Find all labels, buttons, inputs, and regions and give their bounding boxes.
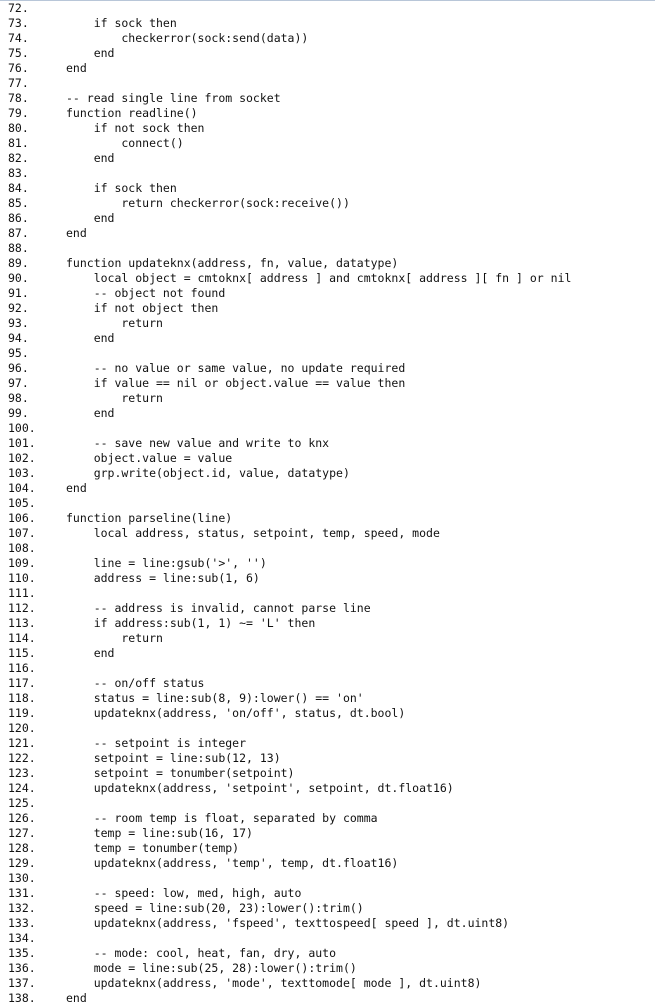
line-number: 86. [8,211,29,225]
code-text: grp.write(object.id, value, datatype) [66,466,350,480]
line-number: 88. [8,241,29,255]
code-text: status = line:sub(8, 9):lower() == 'on' [66,691,364,705]
line-number: 127. [8,826,36,840]
code-text: -- address is invalid, cannot parse line [66,601,371,615]
line-number: 121. [8,736,36,750]
line-number: 87. [8,226,29,240]
code-text: end [66,226,87,240]
line-number: 101. [8,436,36,450]
line-number: 132. [8,901,36,915]
line-number: 94. [8,331,29,345]
code-text: -- object not found [66,286,226,300]
code-text: if not sock then [66,121,205,135]
line-number: 123. [8,766,36,780]
line-number: 81. [8,136,29,150]
line-number: 95. [8,346,29,360]
code-text: address = line:sub(1, 6) [66,571,260,585]
line-number: 130. [8,871,36,885]
line-number: 89. [8,256,29,270]
line-number: 73. [8,16,29,30]
code-text: end [66,646,115,660]
line-number: 129. [8,856,36,870]
line-number: 105. [8,496,36,510]
code-text: -- save new value and write to knx [66,436,330,450]
code-text: end [66,61,87,75]
code-text: -- no value or same value, no update required [66,361,406,375]
line-number: 117. [8,676,36,690]
line-number: 97. [8,376,29,390]
code-text: setpoint = tonumber(setpoint) [66,766,295,780]
line-number: 99. [8,406,29,420]
code-text: function updateknx(address, fn, value, datatype) [66,256,399,270]
code-text: -- on/off status [66,676,205,690]
line-number: 116. [8,661,36,675]
line-number: 96. [8,361,29,375]
code-text: function readline() [66,106,198,120]
line-number: 126. [8,811,36,825]
code-text: return [66,316,163,330]
code-text: updateknx(address, 'setpoint', setpoint, dt.float16) [66,781,454,795]
line-number: 107. [8,526,36,540]
line-number: 125. [8,796,36,810]
code-text: end [66,211,115,225]
line-number: 124. [8,781,36,795]
line-number: 135. [8,946,36,960]
code-text: object.value = value [66,451,233,465]
line-number: 76. [8,61,29,75]
line-number: 91. [8,286,29,300]
line-number: 112. [8,601,36,615]
line-number: 102. [8,451,36,465]
line-number: 109. [8,556,36,570]
line-number: 92. [8,301,29,315]
code-text: updateknx(address, 'fspeed', texttospeed[ speed ], dt.uint8) [66,916,510,930]
line-number: 110. [8,571,36,585]
line-number: 120. [8,721,36,735]
line-number: 128. [8,841,36,855]
line-number: 98. [8,391,29,405]
code-text: connect() [66,136,184,150]
code-text: -- speed: low, med, high, auto [66,886,302,900]
code-text: setpoint = line:sub(12, 13) [66,751,281,765]
code-text: local object = cmtoknx[ address ] and cmtoknx[ address ][ fn ] or nil [66,271,572,285]
code-text: if sock then [66,181,177,195]
line-number: 136. [8,961,36,975]
line-number: 115. [8,646,36,660]
code-text: local address, status, setpoint, temp, speed, mode [66,526,440,540]
code-text: checkerror(sock:send(data)) [66,31,309,45]
code-text: line = line:gsub('>', '') [66,556,267,570]
line-number: 77. [8,76,29,90]
line-number: 119. [8,706,36,720]
code-text: -- room temp is float, separated by comma [66,811,378,825]
line-number: 84. [8,181,29,195]
line-number: 137. [8,976,36,990]
code-text: -- read single line from socket [66,91,281,105]
code-text: end [66,151,115,165]
line-number: 106. [8,511,36,525]
code-text: return [66,391,163,405]
code-text: end [66,991,87,1005]
code-text: end [66,46,115,60]
line-number: 118. [8,691,36,705]
line-number: 93. [8,316,29,330]
code-text: if sock then [66,16,177,30]
code-text: -- setpoint is integer [66,736,247,750]
line-number: 83. [8,166,29,180]
code-text: return checkerror(sock:receive()) [66,196,350,210]
code-text: return [66,631,163,645]
line-number: 114. [8,631,36,645]
code-text: end [66,406,115,420]
line-number: 78. [8,91,29,105]
code-text: end [66,331,115,345]
code-text: mode = line:sub(25, 28):lower():trim() [66,961,357,975]
code-text: updateknx(address, 'temp', temp, dt.float16) [66,856,399,870]
line-number: 85. [8,196,29,210]
line-number: 134. [8,931,36,945]
code-text: -- mode: cool, heat, fan, dry, auto [66,946,337,960]
line-number: 131. [8,886,36,900]
line-number: 100. [8,421,36,435]
line-number: 74. [8,31,29,45]
line-number: 80. [8,121,29,135]
line-number: 104. [8,481,36,495]
code-text: if value == nil or object.value == value then [66,376,406,390]
code-text: if not object then [66,301,219,315]
line-number: 133. [8,916,36,930]
code-text: if address:sub(1, 1) ~= 'L' then [66,616,316,630]
line-number: 103. [8,466,36,480]
line-number: 75. [8,46,29,60]
code-text: updateknx(address, 'on/off', status, dt.bool) [66,706,406,720]
line-number: 82. [8,151,29,165]
code-text: function parseline(line) [66,511,233,525]
code-text: temp = tonumber(temp) [66,841,240,855]
code-text: temp = line:sub(16, 17) [66,826,253,840]
line-number: 122. [8,751,36,765]
line-number: 90. [8,271,29,285]
line-number: 113. [8,616,36,630]
code-text: end [66,481,87,495]
line-number: 138. [8,991,36,1005]
line-number: 111. [8,586,36,600]
code-text: updateknx(address, 'mode', texttomode[ mode ], dt.uint8) [66,976,482,990]
code-text: speed = line:sub(20, 23):lower():trim() [66,901,364,915]
line-number: 72. [8,1,29,15]
line-number: 79. [8,106,29,120]
line-number: 108. [8,541,36,555]
